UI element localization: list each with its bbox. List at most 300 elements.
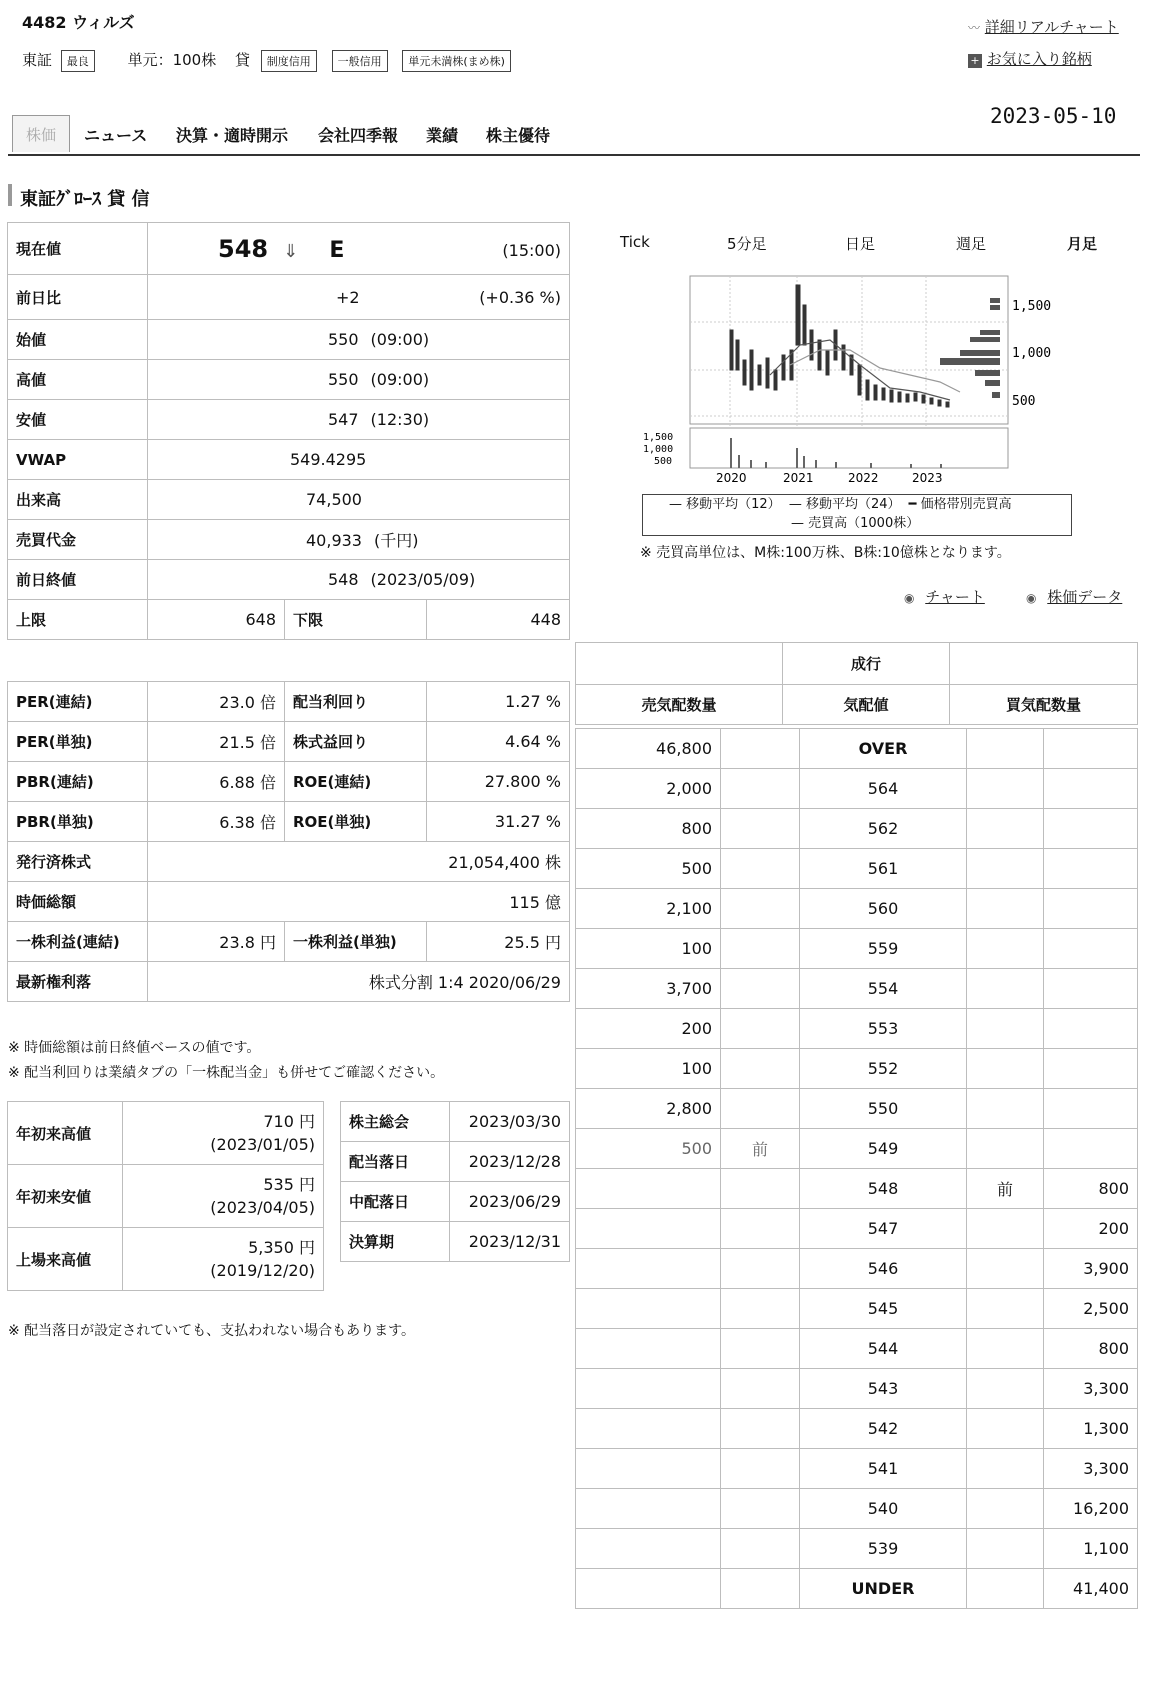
buy-marker xyxy=(967,969,1044,1009)
sell-qty xyxy=(576,1249,721,1289)
ob-header-sell: 売気配数量 xyxy=(576,685,783,725)
event-row xyxy=(341,1102,570,1142)
sell-qty xyxy=(576,1289,721,1329)
price-data-link[interactable] xyxy=(1026,586,1122,607)
legend-vol: 売買高（1000株） xyxy=(808,516,920,531)
row-label: 安値 xyxy=(8,400,148,440)
row-value xyxy=(148,320,570,360)
high-row xyxy=(8,1102,324,1165)
price-row xyxy=(8,320,570,360)
metric-row-mcap xyxy=(8,882,570,922)
order-row xyxy=(576,729,1138,769)
quote-price: 552 xyxy=(800,1049,967,1089)
buy-qty: 800 xyxy=(1044,1169,1138,1209)
volume-frame xyxy=(690,428,1008,468)
value: 550 xyxy=(328,370,359,389)
x-tick-label: 2023 xyxy=(912,471,943,485)
market-label: 東証 xyxy=(22,51,53,69)
buy-marker xyxy=(967,809,1044,849)
metric-label: ROE(連結) xyxy=(285,762,427,802)
quote-price: OVER xyxy=(800,729,967,769)
eps-value: 23.8 円 xyxy=(148,922,285,962)
metric-value: 4.64 % xyxy=(427,722,570,762)
metric-label: ROE(単独) xyxy=(285,802,427,842)
buy-qty xyxy=(1044,769,1138,809)
order-book-table xyxy=(575,642,1138,725)
eps-label: 一株利益(単独) xyxy=(285,922,427,962)
change-label: 前日比 xyxy=(8,275,148,320)
page-date: 2023-05-10 xyxy=(990,104,1117,128)
section-bar xyxy=(8,184,12,206)
quote-price: 559 xyxy=(800,929,967,969)
sell-marker xyxy=(721,809,800,849)
sell-marker xyxy=(721,1449,800,1489)
metric-label: PER(単独) xyxy=(8,722,148,762)
legend-ma24: 移動平均（24） xyxy=(805,497,901,512)
sell-marker xyxy=(721,1489,800,1529)
chart-tab-daily[interactable]: 日足 xyxy=(845,235,876,253)
sell-marker xyxy=(721,929,800,969)
sell-marker xyxy=(721,1049,800,1089)
value: 548 xyxy=(328,570,359,589)
ob-header-market: 成行 xyxy=(783,643,950,685)
note-mcap: ※ 時価総額は前日終値ベースの値です。 xyxy=(8,1040,261,1056)
buy-qty xyxy=(1044,929,1138,969)
metric-value: 31.27 % xyxy=(427,802,570,842)
tag-ippan: 一般信用 xyxy=(332,50,388,72)
quote-price: 542 xyxy=(800,1409,967,1449)
ob-header-blank xyxy=(576,643,783,685)
sell-marker xyxy=(721,1209,800,1249)
buy-qty xyxy=(1044,1049,1138,1089)
y-tick-label: 1,000 xyxy=(1012,346,1052,361)
extra: (09:00) xyxy=(370,330,430,349)
event-label: 株主総会 xyxy=(341,1102,450,1142)
metric-label: PBR(単独) xyxy=(8,802,148,842)
buy-qty: 1,300 xyxy=(1044,1409,1138,1449)
order-row xyxy=(576,849,1138,889)
metric-row xyxy=(8,722,570,762)
row-value xyxy=(148,480,570,520)
buy-marker xyxy=(967,1289,1044,1329)
upper-value: 648 xyxy=(148,600,285,640)
price-row xyxy=(8,520,570,560)
sell-qty: 800 xyxy=(576,809,721,849)
note-dividend: ※ 配当落日が設定されていても、支払われない場合もあります。 xyxy=(8,1323,416,1339)
sell-marker xyxy=(721,1249,800,1289)
vol-tick-label: 1,500 xyxy=(643,432,674,443)
chart-tab-monthly[interactable]: 月足 xyxy=(1067,235,1098,253)
order-row xyxy=(576,769,1138,809)
metric-row-shares xyxy=(8,842,570,882)
row-label: 前日終値 xyxy=(8,560,148,600)
event-label: 配当落日 xyxy=(341,1142,450,1182)
buy-qty xyxy=(1044,809,1138,849)
quote-price: 553 xyxy=(800,1009,967,1049)
sell-qty: 2,800 xyxy=(576,1089,721,1129)
tab-kabuka-label: 株価 xyxy=(25,126,56,144)
buy-qty xyxy=(1044,849,1138,889)
sell-qty xyxy=(576,1449,721,1489)
unit-label: 単元：100株 xyxy=(127,51,217,69)
sell-qty: 3,700 xyxy=(576,969,721,1009)
buy-marker xyxy=(967,1209,1044,1249)
quote-price: 548 xyxy=(800,1169,967,1209)
highs-table xyxy=(7,1101,324,1291)
vol-tick-label: 500 xyxy=(654,456,673,467)
order-row xyxy=(576,929,1138,969)
change-cell xyxy=(148,275,570,320)
order-row xyxy=(576,969,1138,1009)
quote-price: 561 xyxy=(800,849,967,889)
high-value: 710 円 xyxy=(263,1112,315,1131)
metric-value: 21.5 倍 xyxy=(148,722,285,762)
current-cell xyxy=(148,223,570,275)
row-label: 出来高 xyxy=(8,480,148,520)
legend-band: 価格帯別売買高 xyxy=(920,497,1012,512)
row-value xyxy=(148,400,570,440)
buy-qty: 16,200 xyxy=(1044,1489,1138,1529)
sell-qty: 2,100 xyxy=(576,889,721,929)
metric-value: 6.38 倍 xyxy=(148,802,285,842)
note-yield: ※ 配当利回りは業績タブの「一株配当金」も併せてご確認ください。 xyxy=(8,1065,445,1081)
buy-qty xyxy=(1044,729,1138,769)
price-row xyxy=(8,560,570,600)
legend-row-2 xyxy=(791,514,1071,533)
sell-qty xyxy=(576,1209,721,1249)
quote-price: 539 xyxy=(800,1529,967,1569)
legend-band-swatch: ━ xyxy=(908,497,917,512)
sell-qty: 100 xyxy=(576,929,721,969)
order-row xyxy=(576,1449,1138,1489)
buy-marker xyxy=(967,769,1044,809)
buy-marker xyxy=(967,1449,1044,1489)
legend-ma24-swatch: — xyxy=(788,497,802,512)
buy-qty: 3,300 xyxy=(1044,1369,1138,1409)
high-label: 上場来高値 xyxy=(8,1228,123,1291)
extra: (09:00) xyxy=(370,370,430,389)
order-row xyxy=(576,1489,1138,1529)
row-label: 売買代金 xyxy=(8,520,148,560)
tab-kessan[interactable]: 決算・適時開示 xyxy=(176,126,289,145)
event-value: 2023/12/31 xyxy=(450,1222,570,1262)
quote-price: 550 xyxy=(800,1089,967,1129)
order-row xyxy=(576,809,1138,849)
ob-header-top xyxy=(576,643,1138,685)
sell-marker xyxy=(721,849,800,889)
quote-price: 544 xyxy=(800,1329,967,1369)
sell-qty xyxy=(576,1489,721,1529)
e-mark: E xyxy=(329,237,345,263)
tab-news[interactable]: ニュース xyxy=(84,126,148,145)
quote-price: 546 xyxy=(800,1249,967,1289)
high-row xyxy=(8,1228,324,1291)
order-row xyxy=(576,1369,1138,1409)
buy-qty xyxy=(1044,1009,1138,1049)
sell-qty: 46,800 xyxy=(576,729,721,769)
shares-label: 発行済株式 xyxy=(8,842,148,882)
metric-label: PBR(連結) xyxy=(8,762,148,802)
stock-title: 4482 ウィルズ xyxy=(22,13,135,32)
x-tick-label: 2020 xyxy=(716,471,747,485)
row-value xyxy=(148,560,570,600)
metric-row xyxy=(8,762,570,802)
sell-qty: 2,000 xyxy=(576,769,721,809)
quote-price: 554 xyxy=(800,969,967,1009)
value: 550 xyxy=(328,330,359,349)
order-row xyxy=(576,1009,1138,1049)
price-row xyxy=(8,360,570,400)
extra: (2023/05/09) xyxy=(370,570,476,589)
chart-tab-5min[interactable]: 5分足 xyxy=(727,235,767,253)
change-value: +2 xyxy=(336,287,360,307)
sell-qty xyxy=(576,1369,721,1409)
extra: (千円) xyxy=(373,531,419,550)
buy-marker xyxy=(967,729,1044,769)
metric-label: 配当利回り xyxy=(285,682,427,722)
price-data-link-label: 株価データ xyxy=(1047,588,1123,606)
sell-qty xyxy=(576,1329,721,1369)
sell-marker xyxy=(721,1529,800,1569)
sell-marker xyxy=(721,969,800,1009)
buy-marker xyxy=(967,1249,1044,1289)
chart-icon: 〰 xyxy=(968,21,981,35)
buy-qty: 3,900 xyxy=(1044,1249,1138,1289)
price-row-change xyxy=(8,275,570,320)
high-date: (2023/04/05) xyxy=(210,1198,315,1217)
tag-seido: 制度信用 xyxy=(261,50,317,72)
order-row xyxy=(576,1249,1138,1289)
buy-marker xyxy=(967,1129,1044,1169)
y-tick-label: 1,500 xyxy=(1012,299,1052,314)
order-book-rows xyxy=(575,728,1138,1609)
sell-marker xyxy=(721,1569,800,1609)
ob-header-blank xyxy=(950,643,1138,685)
sell-marker xyxy=(721,1009,800,1049)
buy-marker xyxy=(967,1529,1044,1569)
quote-price: 562 xyxy=(800,809,967,849)
x-tick-label: 2022 xyxy=(848,471,879,485)
sell-marker xyxy=(721,729,800,769)
sell-marker xyxy=(721,889,800,929)
row-label: 始値 xyxy=(8,320,148,360)
order-row xyxy=(576,889,1138,929)
buy-marker xyxy=(967,1369,1044,1409)
legend-vol-swatch: — xyxy=(791,516,804,531)
high-cell xyxy=(123,1102,324,1165)
high-value: 5,350 円 xyxy=(248,1238,315,1257)
sell-marker xyxy=(721,1169,800,1209)
quote-price: 543 xyxy=(800,1369,967,1409)
buy-qty: 3,300 xyxy=(1044,1449,1138,1489)
order-row xyxy=(576,1049,1138,1089)
order-row xyxy=(576,1289,1138,1329)
down-arrow-icon: ⇓ xyxy=(283,240,299,262)
market-info xyxy=(22,49,511,72)
lower-label: 下限 xyxy=(285,600,427,640)
quote-price: 547 xyxy=(800,1209,967,1249)
upper-label: 上限 xyxy=(8,600,148,640)
price-row xyxy=(8,440,570,480)
current-price: 548 xyxy=(218,234,269,263)
quote-price: 540 xyxy=(800,1489,967,1529)
order-row xyxy=(576,1129,1138,1169)
event-label: 決算期 xyxy=(341,1222,450,1262)
buy-marker xyxy=(967,849,1044,889)
buy-marker xyxy=(967,1329,1044,1369)
tab-kabuka[interactable] xyxy=(12,115,70,152)
ob-header-price: 気配値 xyxy=(783,685,950,725)
favorite-link[interactable] xyxy=(968,48,1092,69)
order-row xyxy=(576,1409,1138,1449)
metric-row xyxy=(8,682,570,722)
order-row xyxy=(576,1529,1138,1569)
rights-value: 株式分割 1:4 2020/06/29 xyxy=(148,962,570,1002)
buy-qty: 2,500 xyxy=(1044,1289,1138,1329)
metric-row-rights xyxy=(8,962,570,1002)
chart-note: ※ 売買高単位は、M株:100万株、B株:10億株となります。 xyxy=(640,545,1011,561)
lower-value: 448 xyxy=(427,600,570,640)
buy-marker xyxy=(967,1049,1044,1089)
tab-yutai[interactable]: 株主優待 xyxy=(486,126,551,145)
sell-marker xyxy=(721,1369,800,1409)
sell-qty: 500 xyxy=(576,1129,721,1169)
ob-header-buy: 買気配数量 xyxy=(950,685,1138,725)
circle-arrow-icon: ◉ xyxy=(1026,591,1037,605)
value: 74,500 xyxy=(306,490,362,509)
quote-price: 560 xyxy=(800,889,967,929)
event-row xyxy=(341,1222,570,1262)
sell-qty: 500 xyxy=(576,849,721,889)
sell-marker: 前 xyxy=(721,1129,800,1169)
buy-qty xyxy=(1044,969,1138,1009)
realtime-chart-link-label: 詳細リアルチャート xyxy=(984,18,1119,36)
row-value xyxy=(148,440,570,480)
sell-qty xyxy=(576,1529,721,1569)
change-pct: (+0.36 %) xyxy=(479,287,561,307)
sell-marker xyxy=(721,1329,800,1369)
tab-shikiho[interactable]: 会社四季報 xyxy=(318,126,399,145)
buy-marker: 前 xyxy=(967,1169,1044,1209)
sell-marker xyxy=(721,769,800,809)
tag-mame: 単元未満株(まめ株) xyxy=(402,50,511,72)
buy-marker xyxy=(967,1009,1044,1049)
sell-marker xyxy=(721,1089,800,1129)
event-row xyxy=(341,1142,570,1182)
section-title: 東証ｸﾞﾛｰｽ 貸 信 xyxy=(20,189,150,210)
legend-row-1 xyxy=(669,495,1071,514)
high-label: 年初来安値 xyxy=(8,1165,123,1228)
sell-marker xyxy=(721,1409,800,1449)
high-date: (2023/01/05) xyxy=(210,1135,315,1154)
realtime-chart-link[interactable] xyxy=(968,16,1119,37)
x-tick-label: 2021 xyxy=(783,471,814,485)
metric-label: PER(連結) xyxy=(8,682,148,722)
metric-row-eps xyxy=(8,922,570,962)
sell-qty: 200 xyxy=(576,1009,721,1049)
price-table xyxy=(7,222,570,640)
vol-tick-label: 1,000 xyxy=(643,444,674,455)
metric-value: 1.27 % xyxy=(427,682,570,722)
value: 547 xyxy=(328,410,359,429)
chart-legend xyxy=(642,494,1072,536)
kashi-label: 貸 xyxy=(235,51,251,69)
current-time: (15:00) xyxy=(502,240,561,260)
mcap-value: 115 億 xyxy=(148,882,570,922)
buy-qty: 200 xyxy=(1044,1209,1138,1249)
extra: (12:30) xyxy=(370,410,430,429)
high-value: 535 円 xyxy=(263,1175,315,1194)
tab-gyoseki[interactable]: 業績 xyxy=(426,126,459,145)
price-row xyxy=(8,480,570,520)
high-row xyxy=(8,1165,324,1228)
rights-label: 最新権利落 xyxy=(8,962,148,1002)
legend-ma12-swatch: — xyxy=(669,497,682,512)
tab-divider xyxy=(8,154,1140,156)
chart-tab-weekly[interactable]: 週足 xyxy=(956,235,987,253)
quote-price: UNDER xyxy=(800,1569,967,1609)
value: 549.4295 xyxy=(290,450,367,469)
eps-value: 25.5 円 xyxy=(427,922,570,962)
metric-value: 27.800 % xyxy=(427,762,570,802)
event-value: 2023/03/30 xyxy=(450,1102,570,1142)
ob-header xyxy=(576,685,1138,725)
metrics-table xyxy=(7,681,570,1002)
order-row xyxy=(576,1209,1138,1249)
chart-tab-tick[interactable]: Tick xyxy=(620,233,650,251)
metric-value: 6.88 倍 xyxy=(148,762,285,802)
row-label: 高値 xyxy=(8,360,148,400)
legend-ma12: 移動平均（12） xyxy=(686,497,781,512)
metric-row xyxy=(8,802,570,842)
order-row xyxy=(576,1169,1138,1209)
buy-marker xyxy=(967,1569,1044,1609)
order-book-body xyxy=(576,729,1138,1609)
event-label: 中配落日 xyxy=(341,1182,450,1222)
shares-value: 21,054,400 株 xyxy=(148,842,570,882)
row-label: VWAP xyxy=(8,440,148,480)
sell-qty xyxy=(576,1409,721,1449)
events-table xyxy=(340,1101,570,1262)
high-label: 年初来高値 xyxy=(8,1102,123,1165)
circle-arrow-icon: ◉ xyxy=(904,591,915,605)
sell-qty xyxy=(576,1569,721,1609)
quote-price: 541 xyxy=(800,1449,967,1489)
row-value xyxy=(148,360,570,400)
row-value xyxy=(148,520,570,560)
buy-marker xyxy=(967,1089,1044,1129)
buy-qty: 1,100 xyxy=(1044,1529,1138,1569)
sell-qty xyxy=(576,1169,721,1209)
quote-price: 549 xyxy=(800,1129,967,1169)
price-row-current xyxy=(8,223,570,275)
metric-label: 株式益回り xyxy=(285,722,427,762)
buy-qty xyxy=(1044,1129,1138,1169)
chart-link[interactable] xyxy=(904,586,985,607)
buy-marker xyxy=(967,1409,1044,1449)
value: 40,933 xyxy=(306,531,362,550)
y-tick-label: 500 xyxy=(1012,394,1036,409)
event-value: 2023/06/29 xyxy=(450,1182,570,1222)
buy-marker xyxy=(967,889,1044,929)
buy-qty: 800 xyxy=(1044,1329,1138,1369)
order-row xyxy=(576,1329,1138,1369)
favorite-link-label: お気に入り銘柄 xyxy=(986,50,1092,68)
buy-marker xyxy=(967,1489,1044,1529)
event-value: 2023/12/28 xyxy=(450,1142,570,1182)
mcap-label: 時価総額 xyxy=(8,882,148,922)
buy-qty xyxy=(1044,1089,1138,1129)
